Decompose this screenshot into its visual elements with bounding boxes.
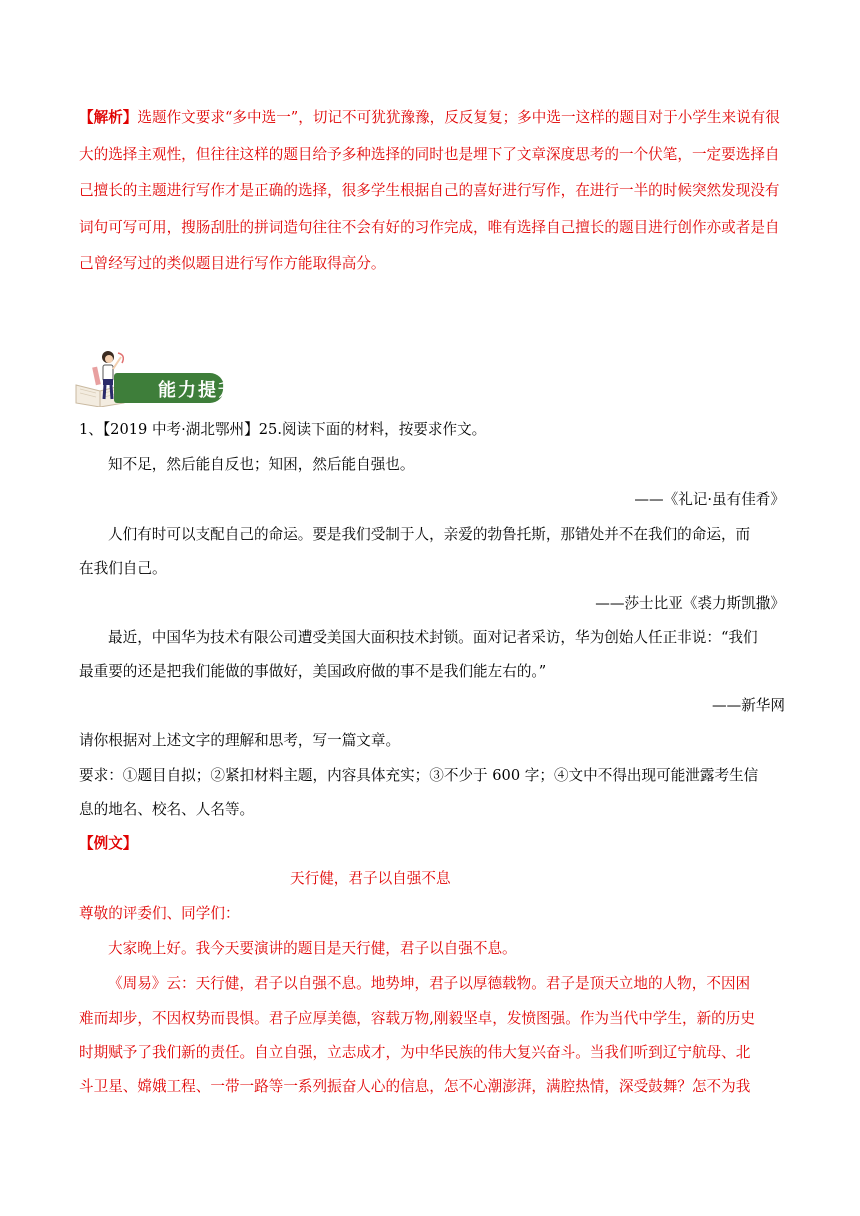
material-quote-2-line-1: 人们有时可以支配自己的命运。要是我们受制于人，亲爱的勃鲁托斯，那错处并不在我们的命运，而 [108, 526, 751, 543]
material-quote-2-line-2: 在我们自己。 [79, 560, 167, 577]
material-quote-3-line-1: 最近，中国华为技术有限公司遭受美国大面积技术封锁。面对记者采访，华为创始人任正非说：“我们 [108, 629, 758, 646]
writing-instruction: 请你根据对上述文字的理解和思考，写一篇文章。 [79, 732, 401, 749]
section-banner [74, 349, 238, 409]
student-figure-icon [88, 349, 128, 405]
material-source-1: ——《礼记·虽有佳肴》 [634, 491, 785, 508]
essay-paragraph-2-line-3: 时期赋予了我们新的责任。自立自强，立志成才，为中华民族的伟大复兴奋斗。当我们听到辽宁航母、北 [79, 1044, 751, 1061]
essay-paragraph-2-line-2: 难而却步，不因权势而畏惧。君子应厚美德，容载万物,刚毅坚卓，发愤图强。作为当代中学生，新的历史 [79, 1010, 755, 1027]
requirements-line-2: 息的地名、校名、人名等。 [79, 801, 255, 818]
example-tag: 【例文】 [79, 835, 138, 852]
essay-paragraph-2-line-4: 斗卫星、嫦娥工程、一带一路等一系列振奋人心的信息，怎不心潮澎湃，满腔热情，深受鼓舞？怎不为我 [79, 1078, 751, 1095]
material-source-2: ——莎士比亚《裘力斯凯撒》 [595, 595, 785, 612]
question-heading: 1、【2019 中考·湖北鄂州】25.阅读下面的材料，按要求作文。 [79, 421, 487, 438]
banner-label-box [114, 373, 238, 403]
essay-title: 天行健，君子以自强不息 [290, 870, 451, 887]
analysis-tag: 【解析】 [79, 109, 138, 126]
material-quote-1: 知不足，然后能自反也；知困，然后能自强也。 [108, 456, 415, 473]
essay-paragraph-2-line-1: 《周易》云：天行健，君子以自强不息。地势坤，君子以厚德载物。君子是顶天立地的人物，不因困 [108, 975, 751, 992]
section-title: 能力提升 [158, 380, 238, 401]
material-quote-3-line-2: 最重要的还是把我们能做的事做好，美国政府做的事不是我们能左右的。” [79, 663, 547, 680]
essay-salutation: 尊敬的评委们、同学们： [79, 905, 240, 922]
analysis-paragraph [79, 100, 785, 283]
material-source-3: ——新华网 [712, 697, 785, 714]
essay-paragraph-1: 大家晚上好。我今天要演讲的题目是天行健，君子以自强不息。 [108, 940, 517, 957]
requirements-line-1: 要求：①题目自拟；②紧扣材料主题，内容具体充实；③不少于 600 字；④文中不得出现可能泄露考生信 [79, 767, 759, 784]
analysis-text: 选题作文要求“多中选一”，切记不可犹犹豫豫，反反复复；多中选一这样的题目对于小学生来说有很大的选择主观性，但往往这样的题目给予多种选择的同时也是埋下了文章深度思考的一个伏笔，一定要选择自己擅长的主题进行写作才是正确的选择，很多学生根据自己的喜好进行写作，在进行一半的时候突然发现没有词句可写可用，搜肠刮肚的拼词造句往往不会有好的习作完成，唯有选择自己擅长的题目进行创作亦或者是自己曾经写过的类似题目进行写作方能取得高分。 [79, 109, 780, 272]
